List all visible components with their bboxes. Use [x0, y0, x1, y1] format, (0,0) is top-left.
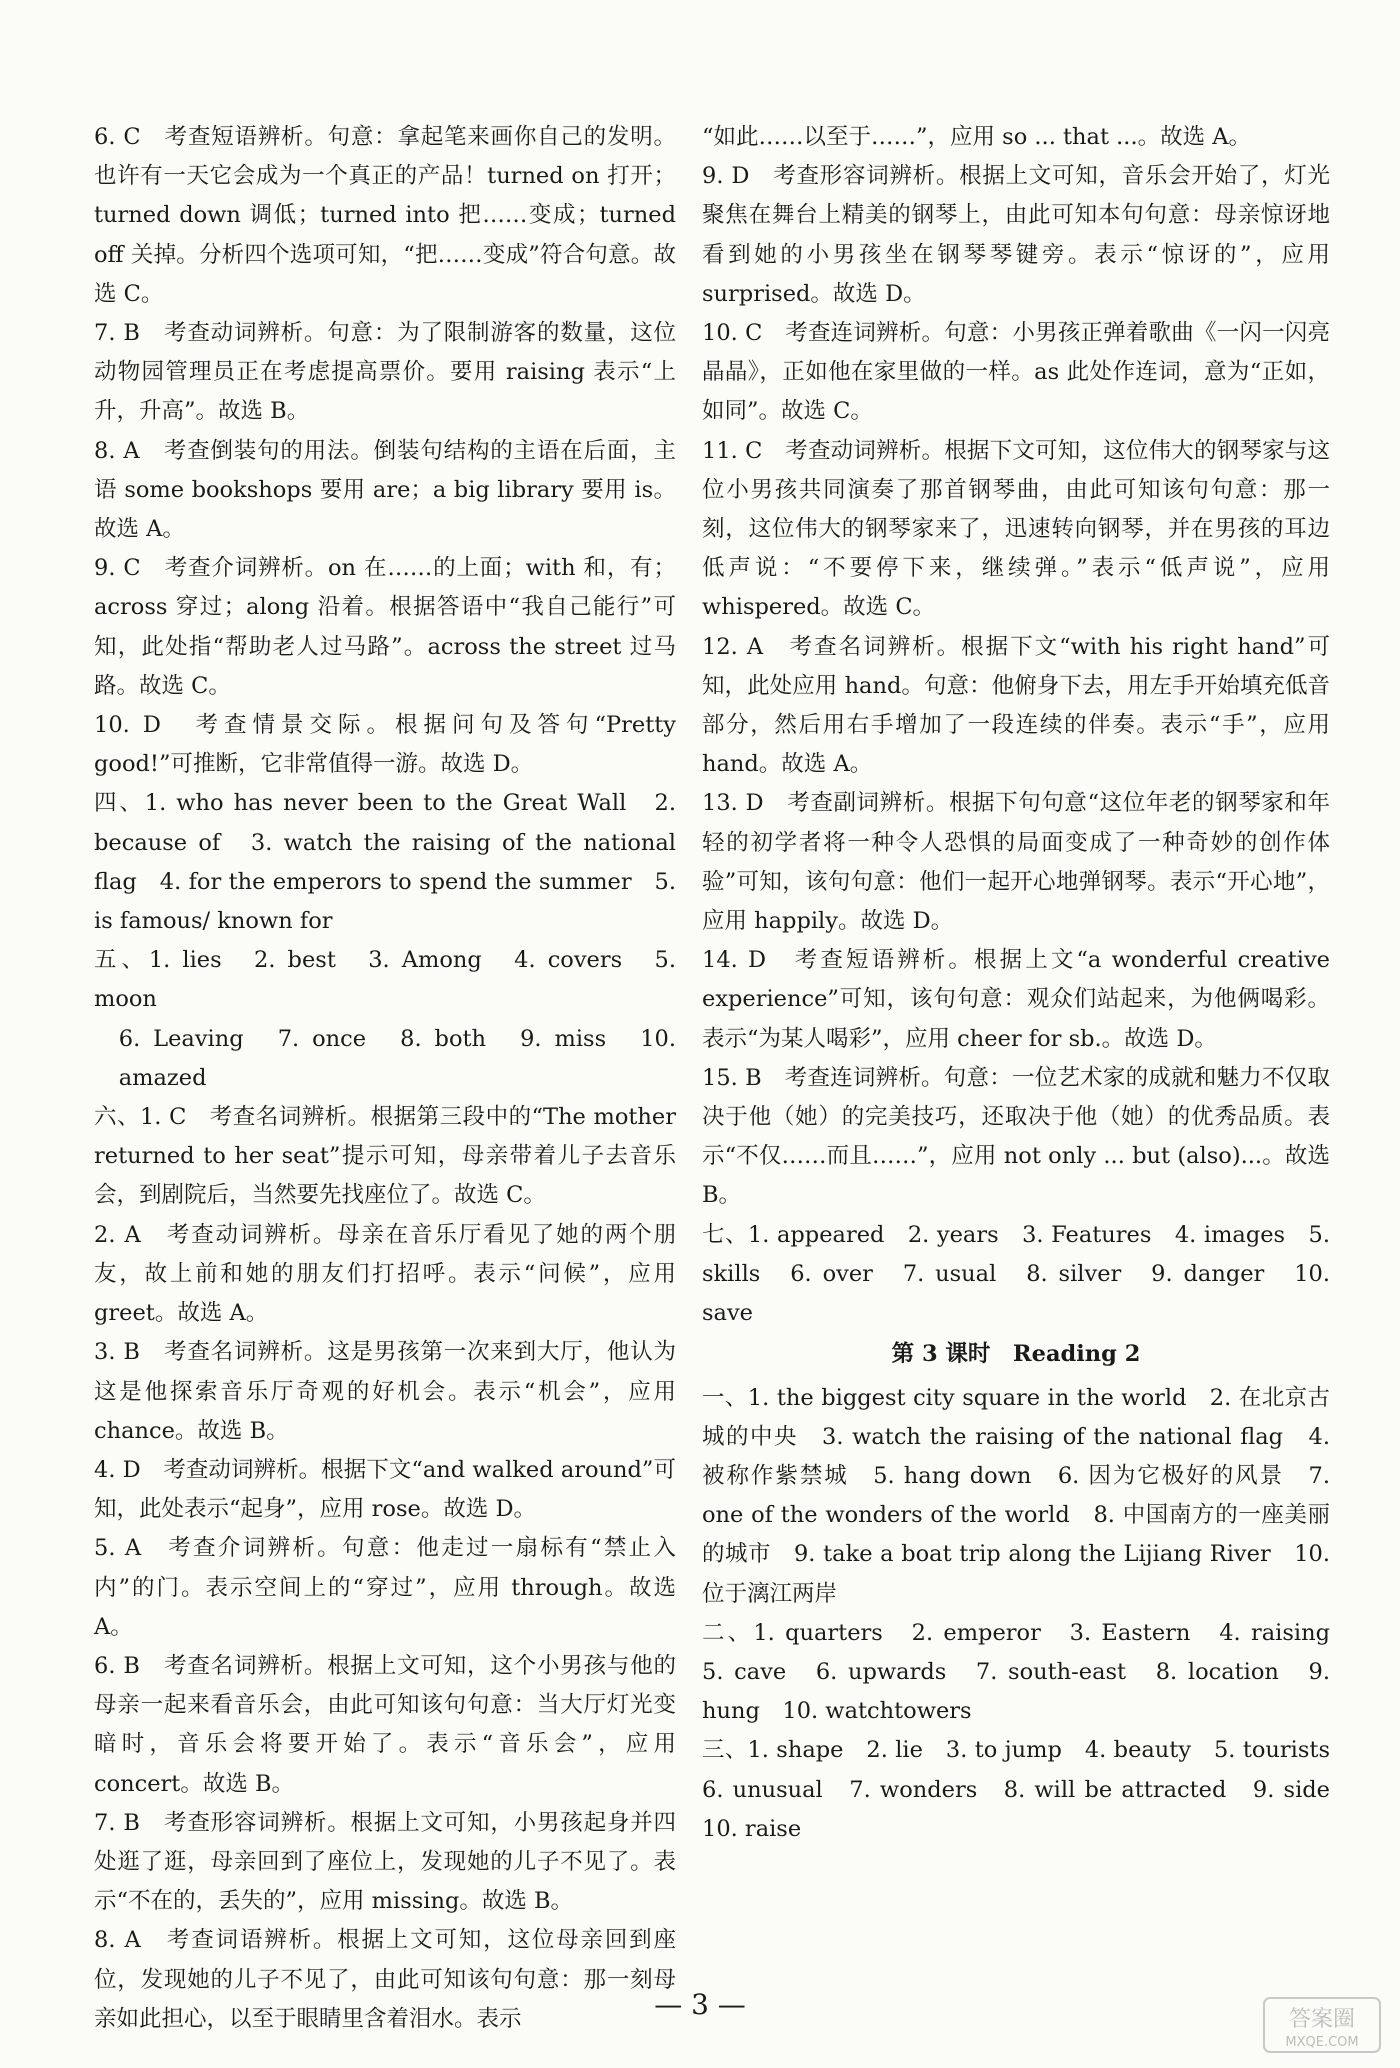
section-6-q1: 六、1. C 考查名词辨析。根据第三段中的“The mother returned to her seat”提示可知，母亲带着儿子去音乐会，到剧院后，当然要先找座位了。故选 C。: [94, 1104, 676, 1209]
svg-text:答案圈: 答案圈: [1288, 2007, 1356, 2032]
section-6-q2: 2. A 考查动词辨析。母亲在音乐厅看见了她的两个朋友，故上前和她的朋友们打招呼。表示“问候”，应用 greet。故选 A。: [94, 1221, 676, 1327]
page-number: — 3 —: [654, 1988, 746, 2021]
lesson-section-3: 三、1. shape 2. lie 3. to jump 4. beauty 5. tourists 6. unusual 7. wonders 8. will be attracted 9. side 10. raise: [702, 1737, 1353, 1842]
section-5-answers-a: 五、1. lies 2. best 3. Among 4. covers 5. moon: [94, 947, 676, 1013]
lesson-heading: 第 3 课时 Reading 2: [891, 1341, 1141, 1368]
right-column: [702, 118, 1353, 1849]
answer-q8-continued: “如此……以至于……”，应用 so ... that ...。故选 A。: [702, 124, 1252, 150]
svg-text:MXQE.COM: MXQE.COM: [1285, 2035, 1359, 2050]
answer-q6: 6. C 考查短语辨析。句意：拿起笔来画你自己的发明。也许有一天它会成为一个真正的产品！turned on 打开；turned down 调低；turned into 把……变成；turned off 关掉。分析四个选项可知，“把……变成”符合句意。故选 C。: [94, 124, 676, 307]
left-column: [94, 118, 676, 2039]
section-6-q6: 6. B 考查名词辨析。根据上文可知，这个小男孩与他的母亲一起来看音乐会，由此可知该句句意：当大厅灯光变暗时，音乐会将要开始了。表示“音乐会”，应用 concert。故选 B。: [94, 1652, 676, 1797]
lesson-section-1: 一、1. the biggest city square in the world 2. 在北京古城的中央 3. watch the raising of the national flag 4. 被称作紫禁城 5. hang down 6. 因为它极好的风景 7. one of the wonders of the world 8. 中国南方的一座美丽的城市 9. take a boat trip along the Lijiang River 10. 位于漓江两岸: [702, 1384, 1330, 1607]
answer-q7: 7. B 考查动词辨析。句意：为了限制游客的数量，这位动物园管理员正在考虑提高票价。要用 raising 表示“上升，升高”。故选 B。: [94, 320, 676, 425]
answer-q10: 10. D 考查情景交际。根据问句及答句“Pretty good!”可推断，它非常值得一游。故选 D。: [94, 712, 676, 778]
section-6-q12: 12. A 考查名词辨析。根据下文“with his right hand”可知，此处应用 hand。句意：他俯身下去，用左手开始填充低音部分，然后用右手增加了一段连续的伴奏。表示“手”，应用 hand。故选 A。: [702, 633, 1330, 778]
section-6-q15: 15. B 考查连词辨析。句意：一位艺术家的成就和魅力不仅取决于他（她）的完美技巧，还取决于他（她）的优秀品质。表示“不仅……而且……”，应用 not only ... but (also)...。故选 B。: [702, 1064, 1330, 1209]
section-6-q14: 14. D 考查短语辨析。根据上文“a wonderful creative experience”可知，该句句意：观众们站起来，为他俩喝彩。表示“为某人喝彩”，应用 cheer for sb.。故选 D。: [702, 947, 1330, 1052]
section-6-q5: 5. A 考查介词辨析。句意：他走过一扇标有“禁止入内”的门。表示空间上的“穿过”，应用 through。故选 A。: [94, 1535, 676, 1640]
watermark-logo: [1262, 1996, 1382, 2054]
section-6-q7: 7. B 考查形容词辨析。根据上文可知，小男孩起身并四处逛了逛，母亲回到了座位上，发现她的儿子不见了。表示“不在的，丢失的”，应用 missing。故选 B。: [94, 1809, 676, 1915]
section-6-q9: 9. D 考查形容词辨析。根据上文可知，音乐会开始了，灯光聚焦在舞台上精美的钢琴上，由此可知本句句意：母亲惊讶地看到她的小男孩坐在钢琴琴键旁。表示“惊讶的”，应用 surprised。故选 D。: [702, 163, 1330, 307]
section-6-q3: 3. B 考查名词辨析。这是男孩第一次来到大厅，他认为这是他探索音乐厅奇观的好机会。表示“机会”，应用 chance。故选 B。: [94, 1339, 676, 1444]
lesson-section-2: 二、1. quarters 2. emperor 3. Eastern 4. raising 5. cave 6. upwards 7. south-east 8. location 9. hung 10. watchtowers: [702, 1619, 1353, 1725]
answer-q8: 8. A 考查倒装句的用法。倒装句结构的主语在后面，主语 some bookshops 要用 are；a big library 要用 is。故选 A。: [94, 437, 676, 543]
section-7-answers: 七、1. appeared 2. years 3. Features 4. images 5. skills 6. over 7. usual 8. silver 9. danger 10. save: [702, 1221, 1330, 1327]
section-6-q13: 13. D 考查副词辨析。根据下句句意“这位年老的钢琴家和年轻的初学者将一种令人恐惧的局面变成了一种奇妙的创作体验”可知，该句句意：他们一起开心地弹钢琴。表示“开心地”，应用 happily。故选 D。: [702, 790, 1330, 935]
section-6-q10: 10. C 考查连词辨析。句意：小男孩正弹着歌曲《一闪一闪亮晶晶》，正如他在家里做的一样。as 此处作连词，意为“正如，如同”。故选 C。: [702, 320, 1330, 425]
section-6-q8: 8. A 考查词语辨析。根据上文可知，这位母亲回到座位，发现她的儿子不见了，由此可知该句句意：那一刻母亲如此担心，以至于眼睛里含着泪水。表示: [94, 1927, 676, 2032]
section-6-q11: 11. C 考查动词辨析。根据下文可知，这位伟大的钢琴家与这位小男孩共同演奏了那首钢琴曲，由此可知该句句意：那一刻，这位伟大的钢琴家来了，迅速转向钢琴，并在男孩的耳边低声说：“不要停下来，继续弹。”表示“低声说”，应用 whispered。故选 C。: [702, 437, 1330, 621]
section-5-answers-b: 6. Leaving 7. once 8. both 9. miss 10. amazed: [118, 1025, 676, 1091]
section-4-answers: 四、1. who has never been to the Great Wall 2. because of 3. watch the raising of the national flag 4. for the emperors to spend the summer 5. is famous/ known for: [94, 790, 676, 935]
section-6-q4: 4. D 考查动词辨析。根据下文“and walked around”可知，此处表示“起身”，应用 rose。故选 D。: [94, 1456, 676, 1523]
answer-q9: 9. C 考查介词辨析。on 在……的上面；with 和，有；across 穿过；along 沿着。根据答语中“我自己能行”可知，此处指“帮助老人过马路”。across the street 过马路。故选 C。: [94, 555, 676, 699]
